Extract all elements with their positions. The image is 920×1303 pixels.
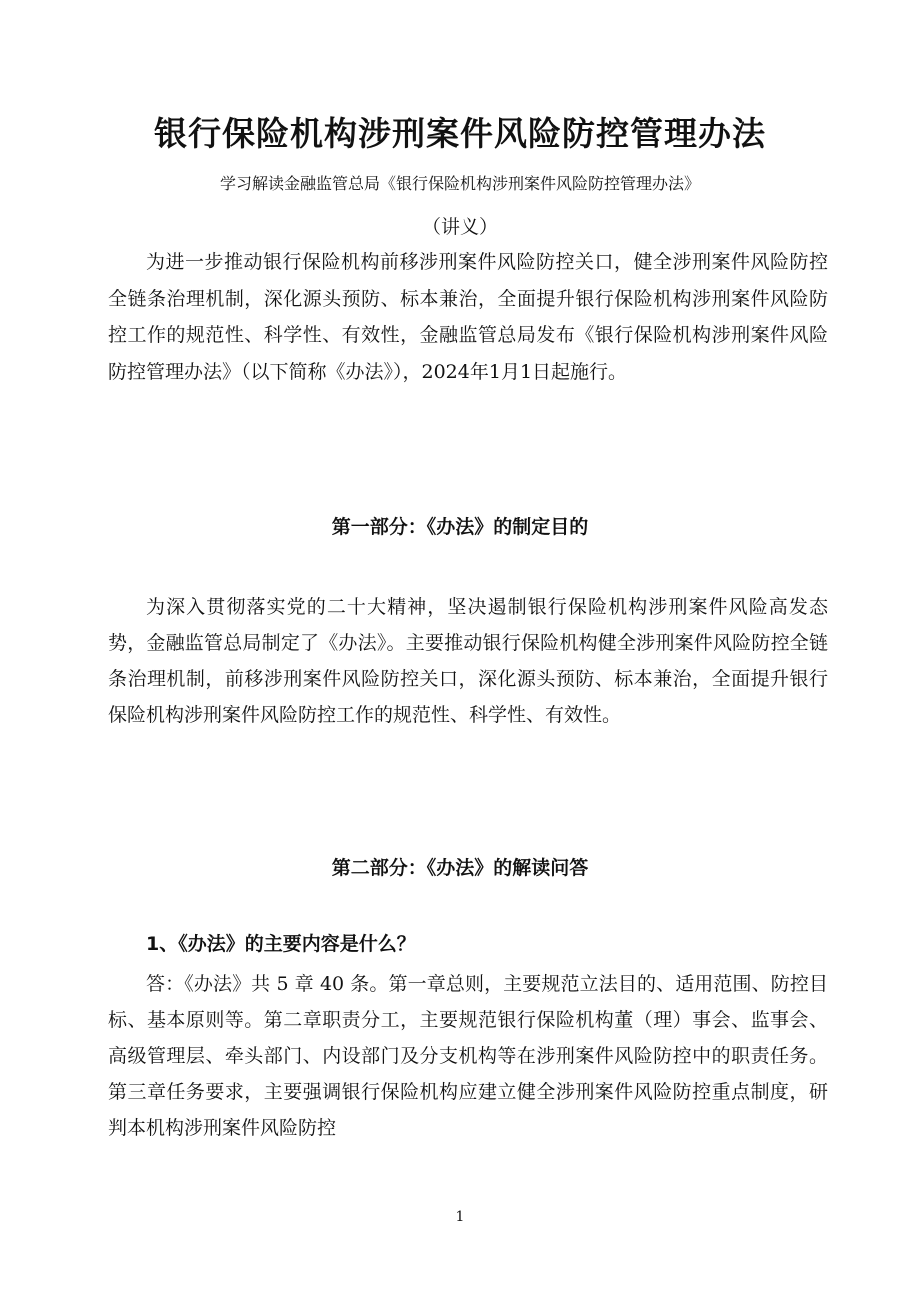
purpose-paragraph: 为深入贯彻落实党的二十大精神，坚决遏制银行保险机构涉刑案件风险高发态势，金融监管总局制定了《办法》。主要推动银行保险机构健全涉刑案件风险防控全链条治理机制，前移涉刑案件风险防控关口，深化源头预防、标本兼治，全面提升银行保险机构涉刑案件风险防控工作的规范性、科学性、有效性。 — [108, 596, 828, 726]
section-heading-purpose: 第一部分：《办法》的制定目的 — [331, 516, 589, 538]
lecture-note-label: （讲义） — [421, 216, 498, 238]
qa-question-1: 1、《办法》的主要内容是什么？ — [146, 933, 416, 955]
document-subtitle: 学习解读金融监管总局《银行保险机构涉刑案件风险防控管理办法》 — [219, 174, 700, 193]
page-number: 1 — [455, 1209, 465, 1225]
intro-paragraph: 为进一步推动银行保险机构前移涉刑案件风险防控关口，健全涉刑案件风险防控全链条治理机制，深化源头预防、标本兼治，全面提升银行保险机构涉刑案件风险防控工作的规范性、科学性、有效性，金融监管总局发布《银行保险机构涉刑案件风险防控管理办法》（以下简称《办法》），2024年1月1日起施行。 — [108, 251, 828, 383]
section-heading-qa: 第二部分：《办法》的解读问答 — [331, 857, 589, 879]
document-title: 银行保险机构涉刑案件风险防控管理办法 — [154, 114, 766, 153]
qa-answer-1: 答：《办法》共 5 章 40 条。第一章总则，主要规范立法目的、适用范围、防控目标、基本原则等。第二章职责分工，主要规范银行保险机构董（理）事会、监事会、高级管理层、牵头部门、内设部门及分支机构等在涉刑案件风险防控中的职责任务。第三章任务要求，主要强调银行保险机构应建立健全涉刑案件风险防控重点制度，研判本机构涉刑案件风险防控 — [108, 973, 828, 1139]
